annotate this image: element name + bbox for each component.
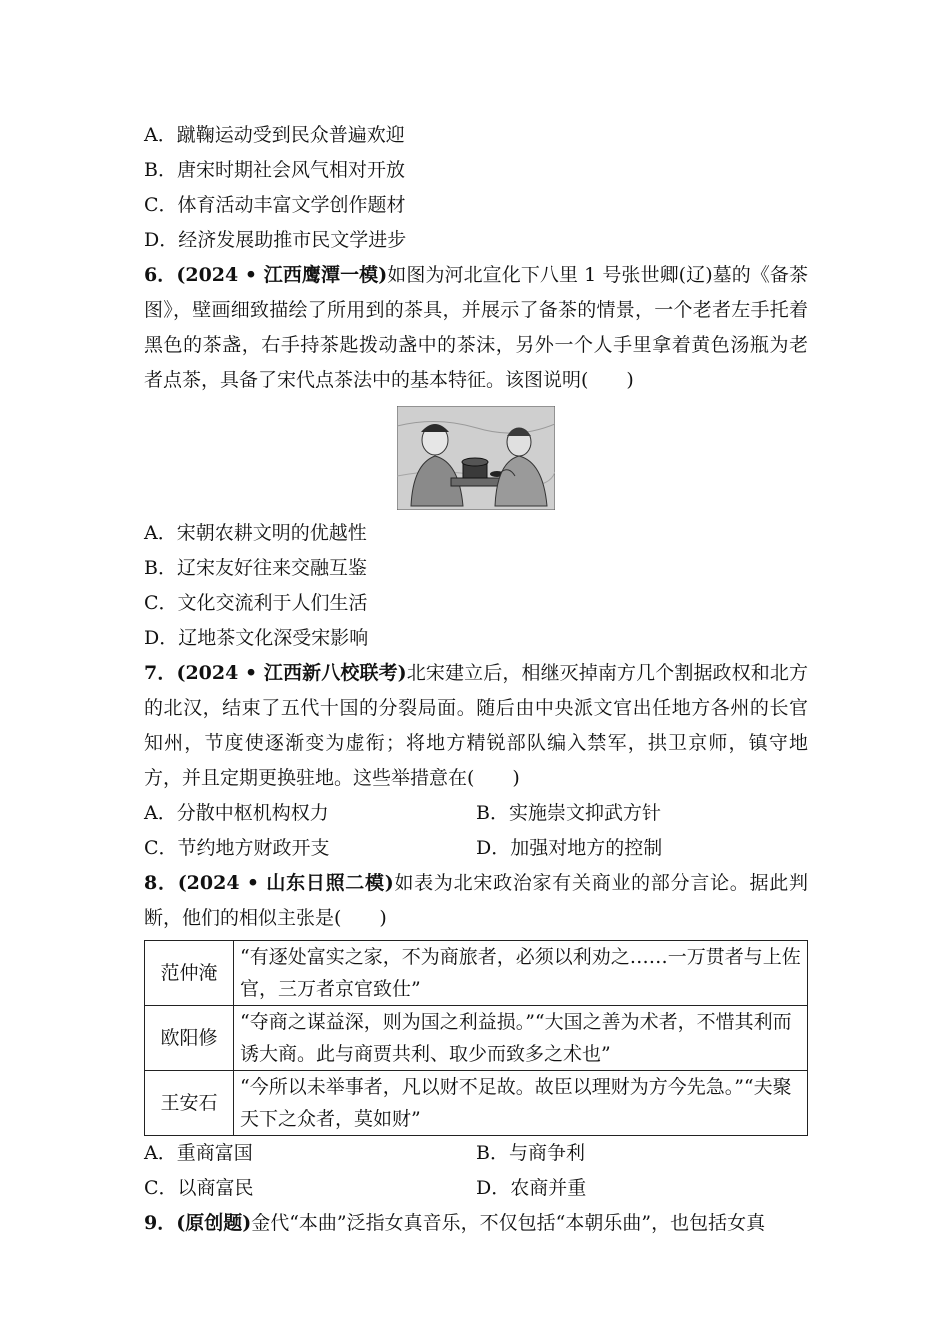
q7-stem: 7．(2024 • 江西新八校联考)北宋建立后，相继灭掉南方几个割据政权和北方的北汉，结束了五代十国的分裂局面。随后由中央派文官出任地方各州的长官知州，节度使逐渐变为虚衔；将地方精锐部队编入禁军，拱卫京师，镇守地方，并且定期更换驻地。这些举措意在( ) [144,662,808,789]
q9-stem: 9．(原创题)金代“本曲”泛指女真音乐，不仅包括“本朝乐曲”，也包括女真 [144,1212,766,1234]
q8-options-row-2 [144,1171,808,1206]
statesman-quote: “今所以未举事者，凡以财不足故。故臣以理财为方今先急。”“夫聚天下之众者，莫如财” [234,1071,808,1136]
q6-option-d: D．辽地茶文化深受宋影响 [144,627,369,649]
q5-option-c: C．体育活动丰富文学创作题材 [144,194,406,216]
q7-option-c: C．节约地方财政开支 [144,837,330,859]
tea-mural-figure [144,406,808,510]
q6-option-a: A．宋朝农耕文明的优越性 [144,522,367,544]
q7-option-d: D．加强对地方的控制 [476,837,663,859]
q5-option-d: D．经济发展助推市民文学进步 [144,229,407,251]
q7-options-row-2 [144,831,808,866]
q8-options-row-1 [144,1136,808,1171]
q6-option-b: B．辽宋友好往来交融互鉴 [144,557,367,579]
q7-option-b: B．实施崇文抑武方针 [476,802,661,824]
table-row [145,1071,808,1136]
q7-option-a: A．分散中枢机构权力 [144,802,329,824]
q8-option-b: B．与商争利 [476,1142,585,1164]
exam-page [144,118,808,1241]
statesman-name: 王安石 [145,1071,234,1136]
q5-options [144,118,808,258]
statesman-quote: “夺商之谋益深，则为国之利益损。”“大国之善为术者，不惜其利而诱大商。此与商贾共利、取少而致多之术也” [234,1006,808,1071]
q8-opinion-table [144,940,808,1136]
q5-option-a: A．蹴鞠运动受到民众普遍欢迎 [144,124,405,146]
statesman-quote: “有逐处富实之家，不为商旅者，必须以利劝之……一万贯者与上佐官，三万者京官致仕” [234,941,808,1006]
table-row [145,941,808,1006]
q5-option-b: B．唐宋时期社会风气相对开放 [144,159,405,181]
statesman-name: 范仲淹 [145,941,234,1006]
q6-options [144,516,808,656]
q6-stem: 6．(2024 • 江西鹰潭一模)如图为河北宣化下八里 1 号张世卿(辽)墓的《备茶图》，壁画细致描绘了所用到的茶具，并展示了备茶的情景，一个老者左手托着黑色的茶盏，右手持茶匙拨动盏中的茶沫，另外一个人手里拿着黄色汤瓶为老者点茶，具备了宋代点茶法中的基本特征。该图说明( ) [144,264,808,391]
q8-option-d: D．农商并重 [476,1177,587,1199]
q6-option-c: C．文化交流利于人们生活 [144,592,368,614]
q8-option-c: C．以商富民 [144,1177,254,1199]
q7-options-row-1 [144,796,808,831]
statesman-name: 欧阳修 [145,1006,234,1071]
tea-mural-image [397,406,555,510]
q8-option-a: A．重商富国 [144,1142,253,1164]
table-row [145,1006,808,1071]
q8-stem: 8．(2024 • 山东日照二模)如表为北宋政治家有关商业的部分言论。据此判断，他们的相似主张是( ) [144,872,808,929]
